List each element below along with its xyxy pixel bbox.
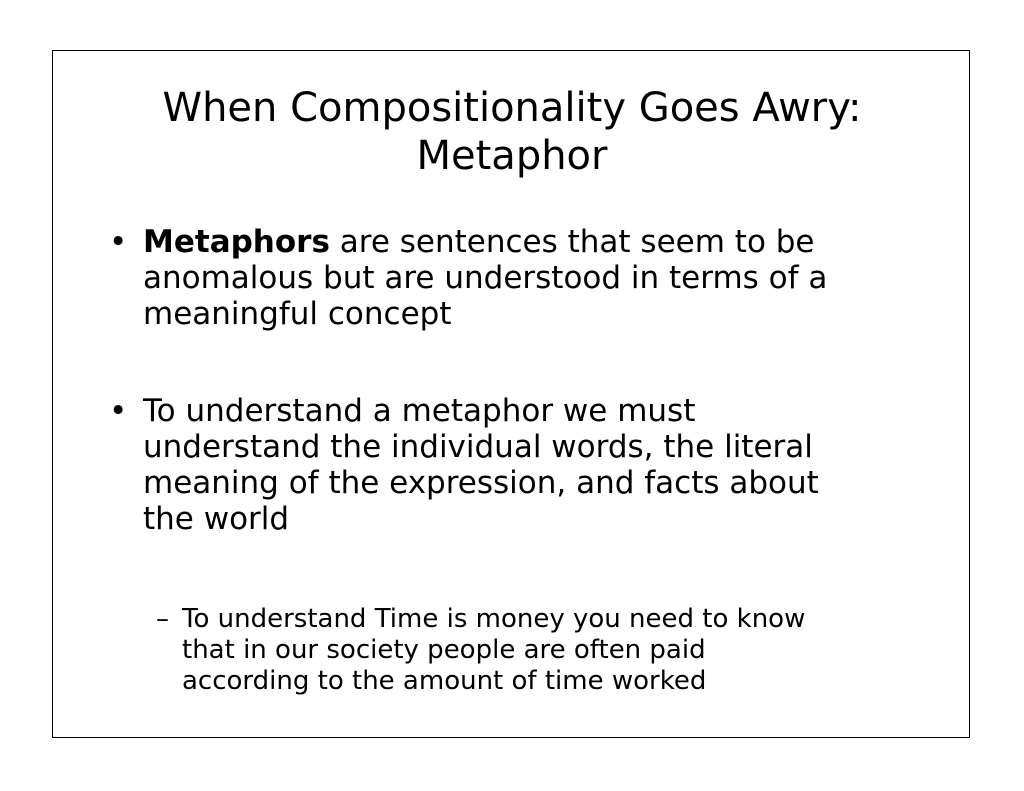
bullet-metaphors-definition <box>109 224 929 332</box>
sub-bullet-text: To understand Time is money you need to know that in our society people are often paid according to the amount of time worked <box>182 604 806 696</box>
bullet-text <box>143 224 827 332</box>
sub-bullet-time-is-money <box>156 604 946 704</box>
slide-title: When Compositionality Goes Awry: Metaphor <box>162 85 862 179</box>
bullet-text: To understand a metaphor we must understand the individual words, the literal meaning of the expression, and facts about the world <box>143 393 819 537</box>
bullet-marker: • <box>109 393 128 429</box>
bullet-understanding-metaphor <box>109 393 929 537</box>
sub-bullet-marker: – <box>156 604 169 634</box>
bullet-marker: • <box>109 224 128 260</box>
bold-term: Metaphors <box>143 224 330 260</box>
bullet-text-body: are sentences that seem to be anomalous but are understood in terms of a meaningful concept <box>143 224 828 332</box>
